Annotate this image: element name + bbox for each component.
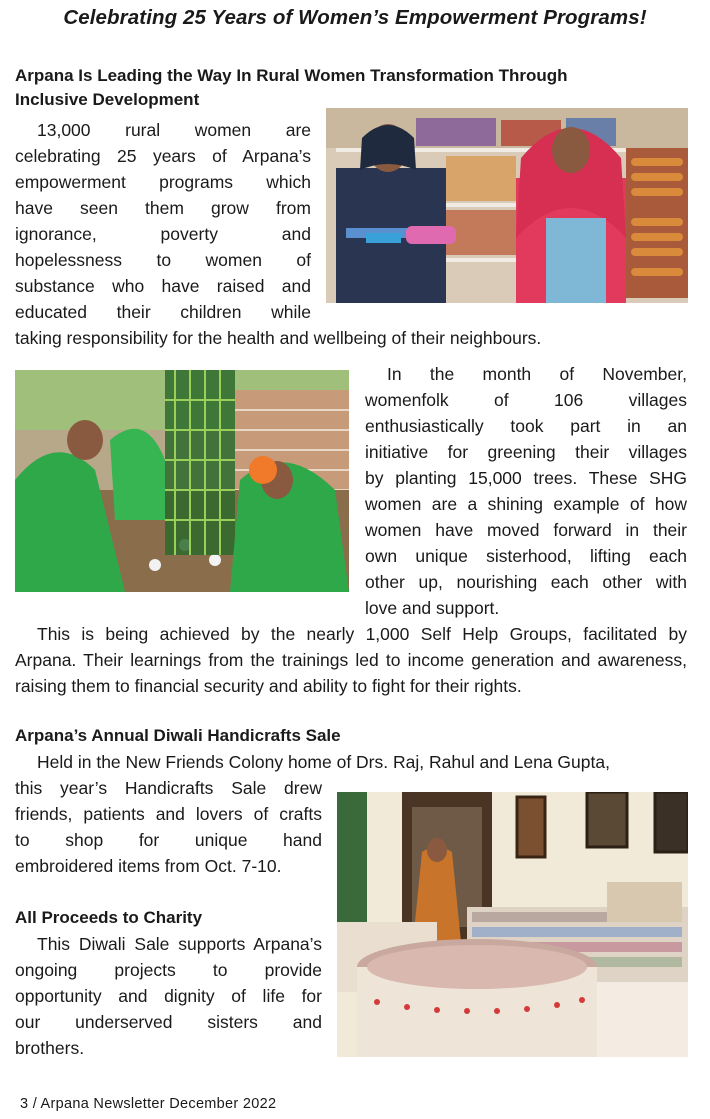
paragraph-charity: This Diwali Sale supports Arpana’s ongoing projects to provide opportunity and dignity of life for our underserved sisters and brothers. <box>15 934 322 1058</box>
section-heading-diwali-sale: Arpana’s Annual Diwali Handicrafts Sale <box>15 726 341 745</box>
page-title: Celebrating 25 Years of Women’s Empowerment Programs! <box>63 6 647 29</box>
section-heading-rural-women: Arpana Is Leading the Way In Rural Women Transformation Through Inclusive Development <box>15 66 568 109</box>
diwali-sale-intro: Held in the New Friends Colony home of Drs. Raj, Rahul and Lena Gupta, <box>37 752 610 772</box>
paragraph-diwali-sale: this year’s Handicrafts Sale drew friends, patients and lovers of crafts to shop for unique hand embroidered items from Oct. 7-10. <box>15 778 322 876</box>
paragraph-tree-planting: In the month of November, womenfolk of 106 villages enthusiastically took part in an initiative for greening their villages by planting 15,000 trees. These SHG women are a shining example of how women have moved forward in their own unique sisterhood, lifting each other up, nourishing each other with love and support. <box>365 364 687 618</box>
photo-women-in-shop <box>326 108 688 303</box>
paragraph-rural-women: 13,000 rural women are celebrating 25 years of Arpana’s empowerment programs which have seen them grow from ignorance, poverty and hopelessness to women of substance who have raised and educated their children while <box>15 120 311 322</box>
photo-handicrafts-sale <box>337 792 688 1057</box>
paragraph-rural-women-tail: taking responsibility for the health and wellbeing of their neighbours. <box>15 328 542 348</box>
paragraph-self-help-groups: This is being achieved by the nearly 1,000 Self Help Groups, facilitated by Arpana. Their learnings from the trainings led to income generation and awareness, raising them to financial security and ability to fight for their rights. <box>15 624 687 696</box>
photo-women-planting-tree <box>15 370 349 592</box>
page-footer: 3 / Arpana Newsletter December 2022 <box>20 1096 277 1112</box>
section-heading-charity: All Proceeds to Charity <box>15 908 203 927</box>
